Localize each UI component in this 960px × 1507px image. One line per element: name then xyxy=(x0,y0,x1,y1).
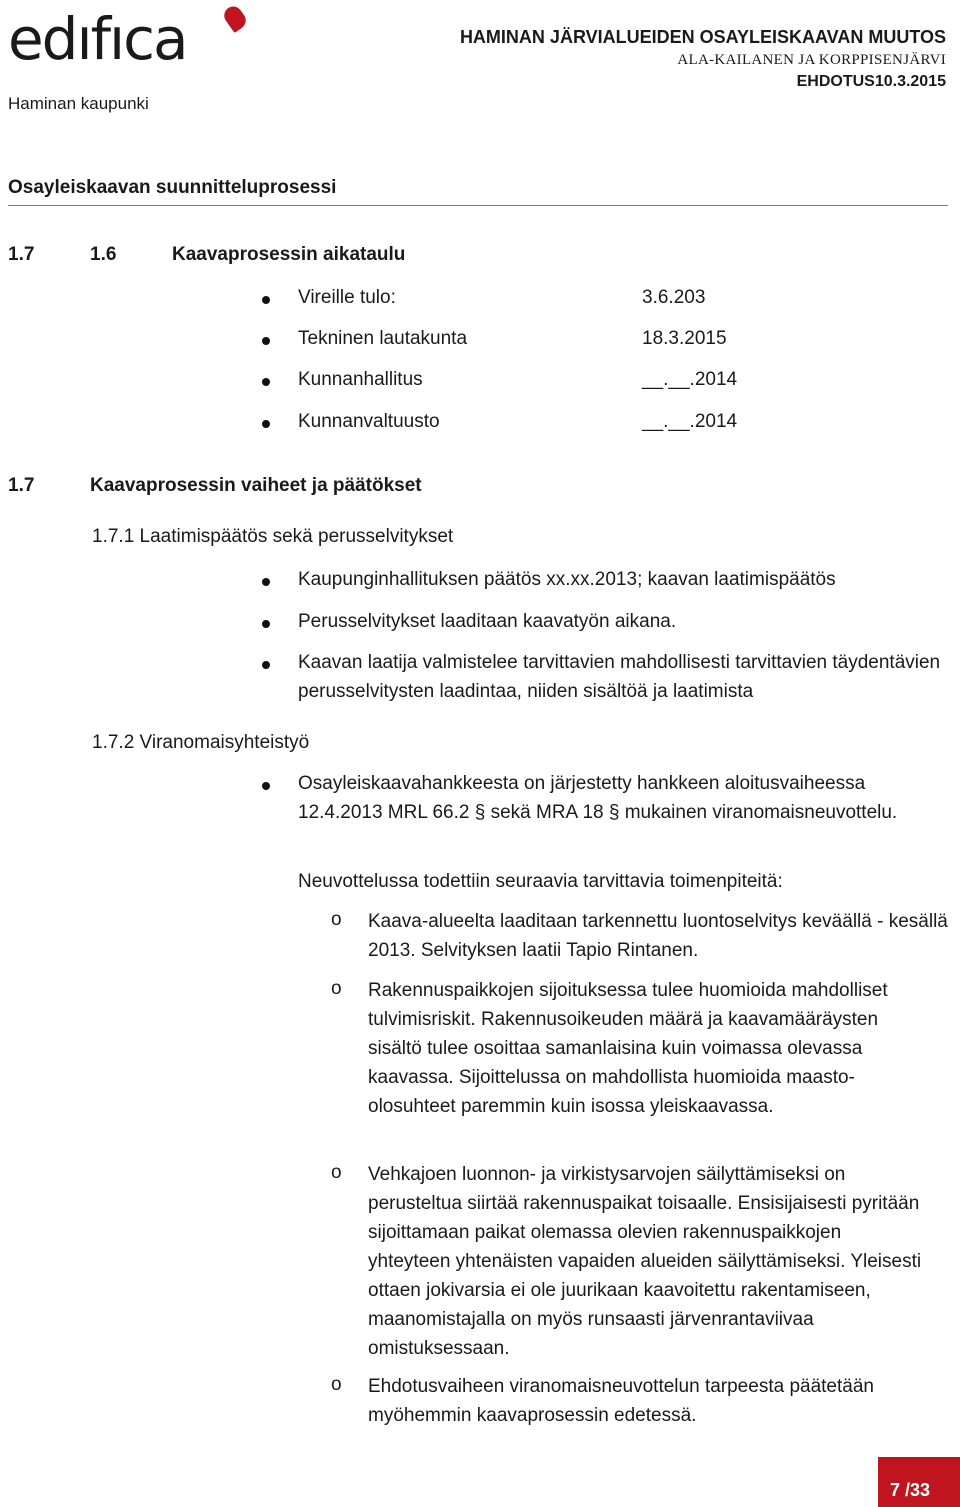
circle-bullet-icon: o xyxy=(331,909,342,930)
bullet-text: Kaavan laatija valmistelee tarvittavien mahdollisesti tarvittavien täydentävien perusselvitysten laadintaa, niiden sisältöä ja laatimista xyxy=(298,652,941,702)
measures-intro: Neuvottelussa todettiin seuraavia tarvittavia toimenpiteitä: xyxy=(298,871,783,892)
schedule-date: 18.3.2015 xyxy=(642,328,727,349)
document-title: HAMINAN JÄRVIALUEIDEN OSAYLEISKAAVAN MUUTOS xyxy=(459,27,946,47)
bullet-icon xyxy=(262,420,270,428)
schedule-date: __.__.2014 xyxy=(642,411,738,432)
schedule-label: Vireille tulo: xyxy=(298,287,396,308)
document-subtitle: ALA-KAILANEN JA KORPPISENJÄRVI xyxy=(677,52,946,68)
organization-name: Haminan kaupunki xyxy=(8,94,149,113)
schedule-label: Kunnanvaltuusto xyxy=(298,411,440,432)
heading-text: Kaavaprosessin aikataulu xyxy=(172,244,406,265)
heading-text: Kaavaprosessin vaiheet ja päätökset xyxy=(90,475,422,496)
edifica-logo: edıfıca xyxy=(8,5,187,73)
bullet-text: Kaupunginhallituksen päätös xx.xx.2013; kaavan laatimispäätös xyxy=(298,569,836,590)
bullet-text: Perusselvitykset laaditaan kaavatyön aikana. xyxy=(298,611,677,632)
subheading-1-7-1: 1.7.1 Laatimispäätös sekä perusselvitykset xyxy=(92,526,454,547)
schedule-date: __.__.2014 xyxy=(642,369,738,390)
measure-item: Kaava-alueelta laaditaan tarkennettu luontoselvitys keväällä - kesällä 2013. Selvityksen laatii Tapio Rintanen. xyxy=(368,911,948,961)
bullet-icon xyxy=(262,337,270,345)
measure-item: Vehkajoen luonnon- ja virkistysarvojen säilyttämiseksi on perusteltua siirtää rakennuspaikat toisaalle. Ensisijaisesti pyritään sijoittamaan paikat olemassa olevien rakennuspaikkojen yhteyteen yhtenäisten vapaiden alueiden säilyttämiseksi. Yleisesti ottaen jokivarsia ei ole juurikaan kaavoitettu rakentamiseen, maanomistajalla on myös runsaasti järvenrantaviivaa omistuksessaan. xyxy=(368,1164,922,1359)
measure-item: Ehdotusvaiheen viranomaisneuvottelun tarpeesta päätetään myöhemmin kaavaprosessin edetessä. xyxy=(368,1376,874,1426)
schedule-date: 3.6.203 xyxy=(642,287,706,308)
bullet-icon xyxy=(262,378,270,386)
logo-accent-mark xyxy=(221,3,250,33)
heading-number: 1.6 xyxy=(90,244,117,265)
bullet-icon xyxy=(262,782,270,790)
circle-bullet-icon: o xyxy=(331,1374,342,1395)
schedule-label: Kunnanhallitus xyxy=(298,369,423,390)
schedule-label: Tekninen lautakunta xyxy=(298,328,468,349)
section-title: Osayleiskaavan suunnitteluprosessi xyxy=(8,177,337,198)
bullet-icon xyxy=(262,661,270,669)
document-version: EHDOTUS10.3.2015 xyxy=(796,73,946,90)
subheading-1-7-2: 1.7.2 Viranomaisyhteistyö xyxy=(92,732,310,753)
measure-item: Rakennuspaikkojen sijoituksessa tulee huomioida mahdolliset tulvimisriskit. Rakennusoikeuden määrä ja kaavamääräysten sisältö tulee osoittaa samanlaisina kuin voimassa olevassa kaavassa. Sijoittelussa on mahdollista huomioida maasto-olosuhteet paremmin kuin isossa yleiskaavassa. xyxy=(368,980,888,1117)
bullet-icon xyxy=(262,620,270,628)
heading-number: 1.7 xyxy=(8,475,35,496)
page-number: 7 /33 xyxy=(890,1480,931,1500)
heading-1-6 xyxy=(8,244,405,266)
heading-1-7 xyxy=(8,475,422,497)
bullet-text: Osayleiskaavahankkeesta on järjestetty hankkeen aloitusvaiheessa 12.4.2013 MRL 66.2 § sekä MRA 18 § mukainen viranomaisneuvottelu. xyxy=(298,773,898,823)
bullet-icon xyxy=(262,578,270,586)
bullet-icon xyxy=(262,296,270,304)
section-divider xyxy=(8,205,948,206)
heading-number: 1.7 xyxy=(8,244,35,265)
circle-bullet-icon: o xyxy=(331,978,342,999)
circle-bullet-icon: o xyxy=(331,1162,342,1183)
